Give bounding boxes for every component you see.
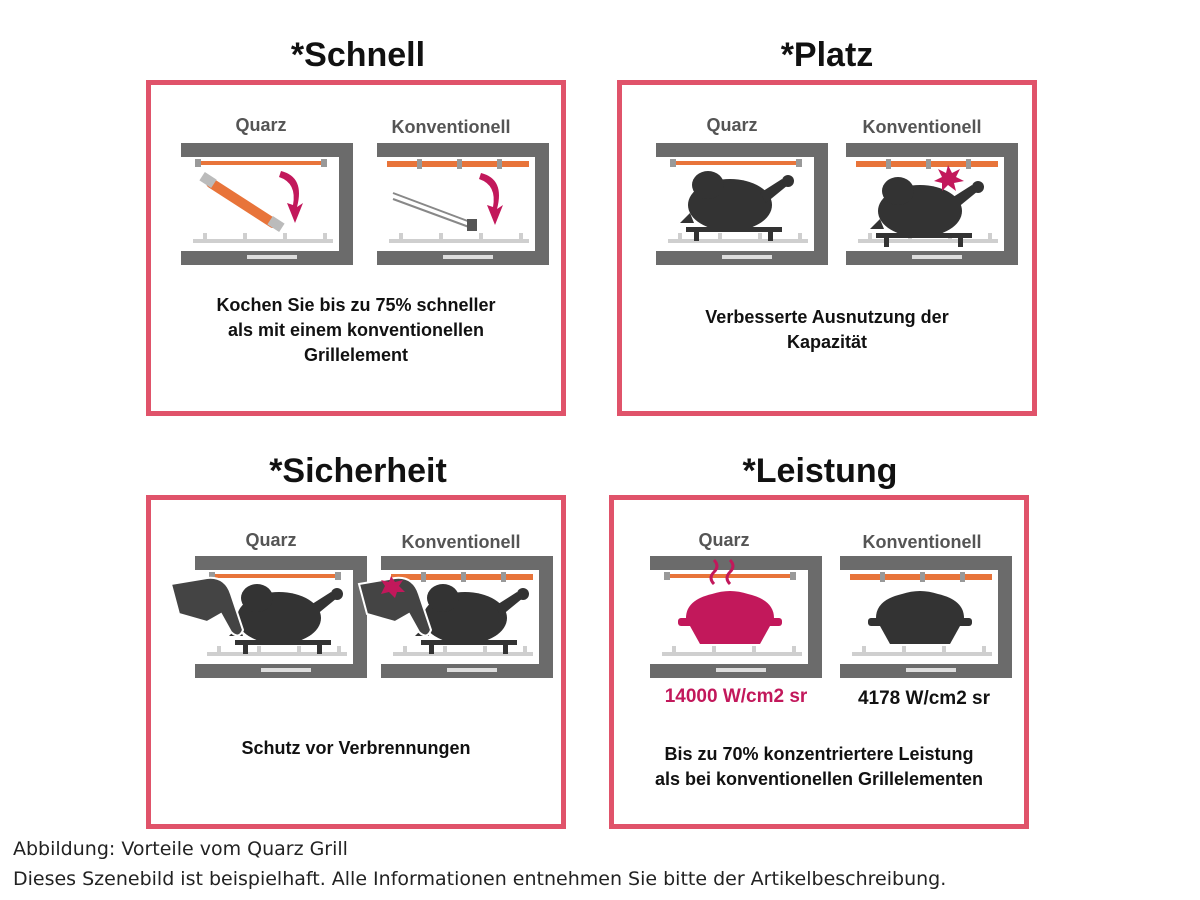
leistung-quarz-label: Quarz: [698, 530, 750, 550]
desc-line: als mit einem konventionellen: [227, 320, 485, 340]
desc-line: Grillelement: [303, 345, 409, 365]
burn-spark-icon: [934, 165, 964, 191]
schnell-konventionell-label: Konventionell: [391, 117, 511, 137]
schnell-description: [151, 293, 561, 368]
platz-konventionell-oven: [846, 143, 1018, 267]
chicken-icon: [680, 171, 794, 241]
conventional-element-icon: [393, 193, 477, 231]
desc-line: Bis zu 70% konzentriertere Leistung: [664, 744, 974, 764]
platz-konventionell-label: Konventionell: [862, 117, 982, 137]
sicherheit-panel: [146, 495, 566, 829]
platz-panel: [617, 80, 1037, 416]
platz-quarz-oven: [656, 143, 828, 267]
schnell-panel: [146, 80, 566, 416]
desc-line: als bei konventionellen Grillelementen: [654, 769, 984, 789]
konventionell-power-value: 4178 W/cm2 sr: [857, 688, 991, 709]
leistung-konventionell-oven: [840, 556, 1012, 680]
caption-line-2: Dieses Szenebild ist beispielhaft. Alle Informationen entnehmen Sie bitte der Artikelbeschreibung.: [13, 868, 947, 890]
schnell-title: *Schnell: [290, 36, 426, 74]
schnell-konventionell-oven: [377, 143, 549, 267]
sicherheit-description: [151, 736, 561, 761]
platz-title: *Platz: [780, 36, 874, 74]
caption-line-1: Abbildung: Vorteile vom Quarz Grill: [13, 838, 348, 860]
chicken-icon: [870, 177, 984, 247]
leistung-description: [614, 742, 1024, 792]
sicherheit-title: *Sicherheit: [269, 452, 447, 490]
sicherheit-quarz-label: Quarz: [245, 530, 297, 550]
pie-icon: [868, 591, 972, 644]
desc-line: Kapazität: [786, 332, 867, 352]
desc-line: Kochen Sie bis zu 75% schneller: [216, 295, 496, 315]
leistung-quarz-oven: [650, 556, 822, 680]
rotation-arrow-icon: [279, 171, 303, 223]
hand-icon: [355, 570, 435, 650]
leistung-panel: [609, 495, 1029, 829]
quarz-power-value: 14000 W/cm2 sr: [664, 686, 808, 707]
rotation-arrow-icon: [479, 173, 503, 225]
hand-icon: [167, 570, 247, 650]
schnell-quarz-label: Quarz: [235, 115, 287, 135]
desc-line: Schutz vor Verbrennungen: [241, 738, 471, 758]
desc-line: Verbesserte Ausnutzung der: [705, 307, 949, 327]
schnell-quarz-oven: [181, 143, 353, 267]
platz-description: [622, 305, 1032, 355]
quartz-tube-icon: [199, 172, 284, 232]
pie-icon: [678, 560, 782, 644]
leistung-konventionell-label: Konventionell: [862, 532, 982, 552]
sicherheit-konventionell-label: Konventionell: [401, 532, 521, 552]
leistung-title: *Leistung: [742, 452, 898, 490]
platz-quarz-label: Quarz: [706, 115, 758, 135]
